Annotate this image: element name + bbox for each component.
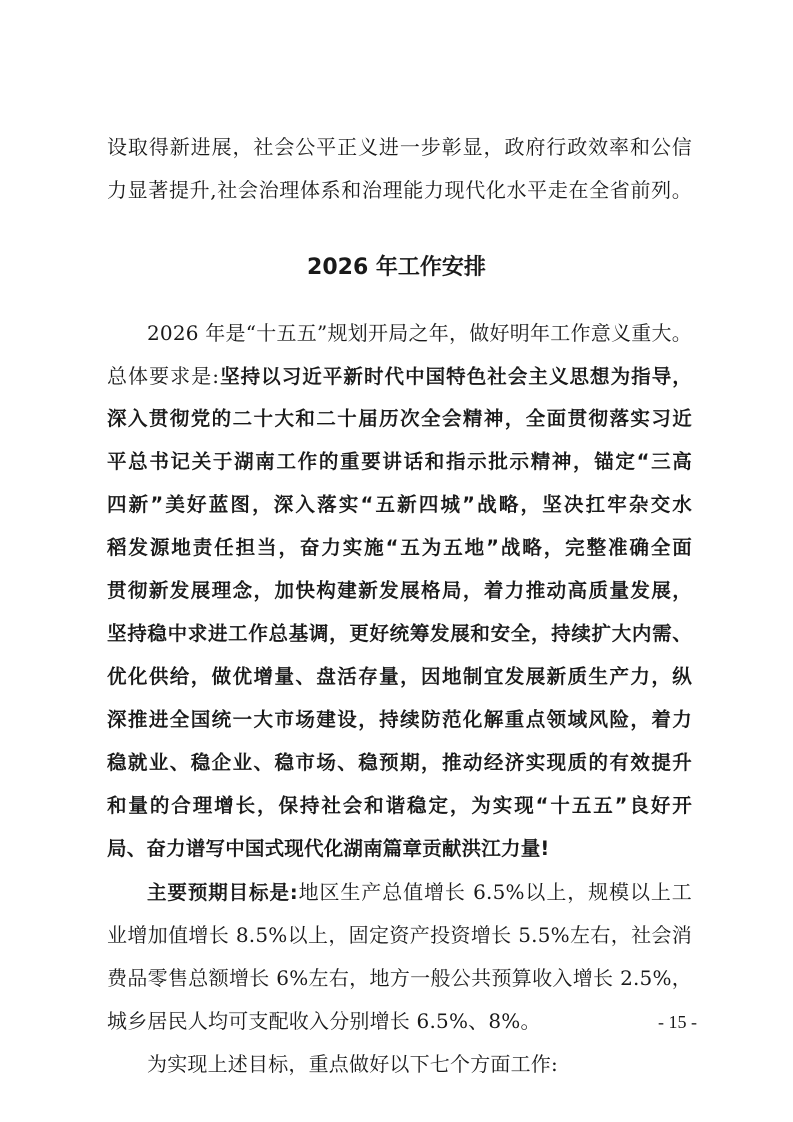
paragraph1-line-3: 深入贯彻党的二十大和二十届历次全会精神，全面贯彻落实习近	[107, 407, 692, 430]
paragraph2-line-2: 业增加值增长 8.5%以上，固定资产投资增长 5.5%左右，社会消	[107, 923, 692, 947]
paragraph1-line-5: 四新”美好蓝图，深入落实“五新四城”战略，坚决扛牢杂交水	[107, 493, 692, 516]
paragraph1-line-13: 局、奋力谱写中国式现代化湖南篇章贡献洪江力量!	[107, 837, 550, 860]
paragraph2-line-1	[147, 877, 692, 907]
paragraph1-line-10: 深推进全国统一大市场建设，持续防范化解重点领域风险，着力	[107, 708, 692, 731]
paragraph1-line-9: 优化供给，做优增量、盘活存量，因地制宜发展新质生产力，纵	[107, 665, 692, 688]
page-number: - 15 -	[658, 1012, 697, 1032]
paragraph1-line-7: 贯彻新发展理念，加快构建新发展格局，着力推动高质量发展，	[107, 579, 692, 602]
targets-text: 地区生产总值增长 6.5%以上，规模以上工	[297, 880, 692, 904]
general-requirement-text: 坚持以习近平新时代中国特色社会主义思想为指导，	[219, 365, 692, 388]
paragraph1-line-6: 稻发源地责任担当，奋力实施“五为五地”战略，完整准确全面	[107, 536, 692, 559]
paragraph1-line-11: 稳就业、稳企业、稳市场、稳预期，推动经济实现质的有效提升	[107, 751, 692, 774]
general-requirement-label: 总体要求是:	[107, 364, 220, 388]
paragraph3-line-1: 为实现上述目标，重点做好以下七个方面工作:	[147, 1052, 558, 1076]
opening-line-1: 设取得新进展，社会公平正义进一步彰显，政府行政效率和公信	[107, 135, 692, 159]
opening-line-2: 力显著提升,社会治理体系和治理能力现代化水平走在全省前列。	[107, 178, 692, 202]
section-heading: 2026 年工作安排	[307, 255, 486, 280]
paragraph2-line-4: 城乡居民人均可支配收入分别增长 6.5%、8%。	[107, 1009, 541, 1033]
paragraph2-line-3: 费品零售总额增长 6%左右，地方一般公共预算收入增长 2.5%，	[107, 966, 692, 990]
paragraph1-line-2	[107, 361, 692, 391]
targets-label: 主要预期目标是:	[147, 881, 298, 904]
paragraph1-line-12: 和量的合理增长，保持社会和谐稳定，为实现“十五五”良好开	[107, 794, 692, 817]
paragraph1-line-4: 平总书记关于湖南工作的重要讲话和指示批示精神，锚定“三高	[107, 450, 692, 473]
paragraph1-line-1: 2026 年是“十五五”规划开局之年，做好明年工作意义重大。	[147, 321, 692, 345]
paragraph1-line-8: 坚持稳中求进工作总基调，更好统筹发展和安全，持续扩大内需、	[107, 622, 692, 645]
